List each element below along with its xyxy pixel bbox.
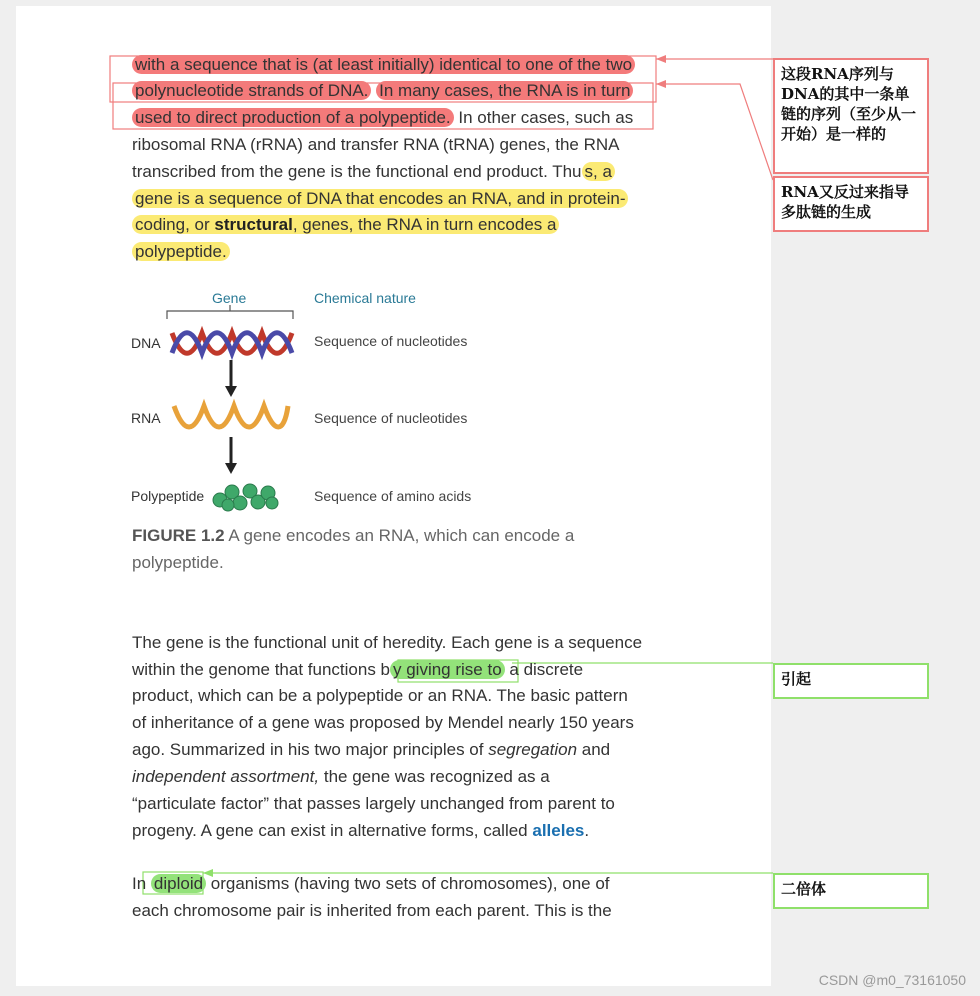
caption-label: FIGURE 1.2 xyxy=(132,526,225,545)
text-line: “particulate factor” that passes largely unchanged from parent to xyxy=(132,794,615,813)
gene-bracket xyxy=(167,305,293,319)
italic-term: independent assortment, xyxy=(132,767,320,786)
text-span: progeny. A gene can exist in alternative forms, called xyxy=(132,821,533,840)
text-line xyxy=(132,740,610,760)
text-span: In other cases, such as xyxy=(453,108,634,127)
highlight-red: In many cases, the RNA is in turn xyxy=(376,81,633,100)
annotation-arrow xyxy=(656,55,666,63)
margin-note[interactable]: 引起 xyxy=(773,663,929,699)
margin-note[interactable]: 二倍体 xyxy=(773,873,929,909)
text-span: and xyxy=(577,740,611,759)
caption-text: A gene encodes an RNA, which can encode a xyxy=(224,526,575,545)
annotation-frame-red xyxy=(113,83,653,129)
figure-caption xyxy=(132,526,574,546)
highlight-yellow: polypeptide. xyxy=(132,242,230,261)
figure-header-chemical: Chemical nature xyxy=(314,290,416,306)
annotation-leader xyxy=(656,84,773,180)
arrow-down-icon xyxy=(225,437,237,474)
highlight-green: y giving rise to xyxy=(390,660,505,679)
figure-label-rna: RNA xyxy=(131,410,161,426)
rna-strand-icon xyxy=(174,406,288,427)
polypeptide-beads-icon xyxy=(213,484,278,511)
text-span: . xyxy=(584,821,590,840)
arrow-down-icon xyxy=(225,360,237,397)
margin-note[interactable]: RNA又反过来指导多肽链的生成 xyxy=(773,176,929,232)
highlight-red: polynucleotide strands of DNA. xyxy=(132,81,371,100)
highlight-yellow: gene is a sequence of DNA that encodes an RNA, and in protein- xyxy=(132,189,628,208)
text-span: In xyxy=(132,874,151,893)
text-span: organisms (having two sets of chromosomes), one of xyxy=(206,874,610,893)
figure-label-dna: DNA xyxy=(131,335,161,351)
watermark-text: CSDN @m0_73161050 xyxy=(818,972,966,988)
text-line xyxy=(132,767,550,787)
text-line xyxy=(132,874,610,894)
text-span: a discrete xyxy=(504,660,584,679)
text-span: transcribed from the gene is the functional end product. Thu xyxy=(132,162,582,181)
margin-note[interactable]: 这段RNA序列与DNA的其中一条单链的序列（至少从一开始）是一样的 xyxy=(773,58,929,174)
text-line: each chromosome pair is inherited from each parent. This is the xyxy=(132,901,612,920)
italic-term: segregation xyxy=(488,740,578,759)
annotation-arrow xyxy=(656,80,666,88)
dna-helix-icon xyxy=(172,333,292,354)
annotation-frame-red xyxy=(110,56,656,102)
text-span: within the genome that functions b xyxy=(132,660,390,679)
figure-desc-polypeptide: Sequence of amino acids xyxy=(314,488,472,504)
text-line: ribosomal RNA (rRNA) and transfer RNA (tRNA) genes, the RNA xyxy=(132,135,620,154)
text-span: coding, or xyxy=(135,215,215,234)
text-span: ago. Summarized in his two major principles of xyxy=(132,740,489,759)
highlight-red: used to direct production of a polypeptide. xyxy=(132,108,454,127)
highlight-green: diploid xyxy=(151,874,206,893)
highlight-red: with a sequence that is (at least initially) identical to one of the two xyxy=(132,55,635,74)
highlight-yellow: s, a xyxy=(582,162,615,181)
text-line: product, which can be a polypeptide or an RNA. The basic pattern xyxy=(132,686,628,705)
figure-label-polypeptide: Polypeptide xyxy=(131,488,205,504)
text-line xyxy=(132,660,583,680)
alleles-link[interactable]: alleles xyxy=(532,821,585,840)
figure-desc-dna: Sequence of nucleotides xyxy=(314,333,468,349)
figure-header-gene: Gene xyxy=(212,290,247,306)
text-line xyxy=(132,821,589,841)
text-span: , genes, the RNA in turn encodes a xyxy=(292,215,557,234)
text-span: the gene was recognized as a xyxy=(319,767,550,786)
text-line: The gene is the functional unit of heredity. Each gene is a sequence xyxy=(132,633,643,652)
bold-term: structural xyxy=(214,215,293,234)
text-line: of inheritance of a gene was proposed by Mendel nearly 150 years xyxy=(132,713,634,732)
figure-desc-rna: Sequence of nucleotides xyxy=(314,410,468,426)
figure-caption: polypeptide. xyxy=(132,553,224,572)
